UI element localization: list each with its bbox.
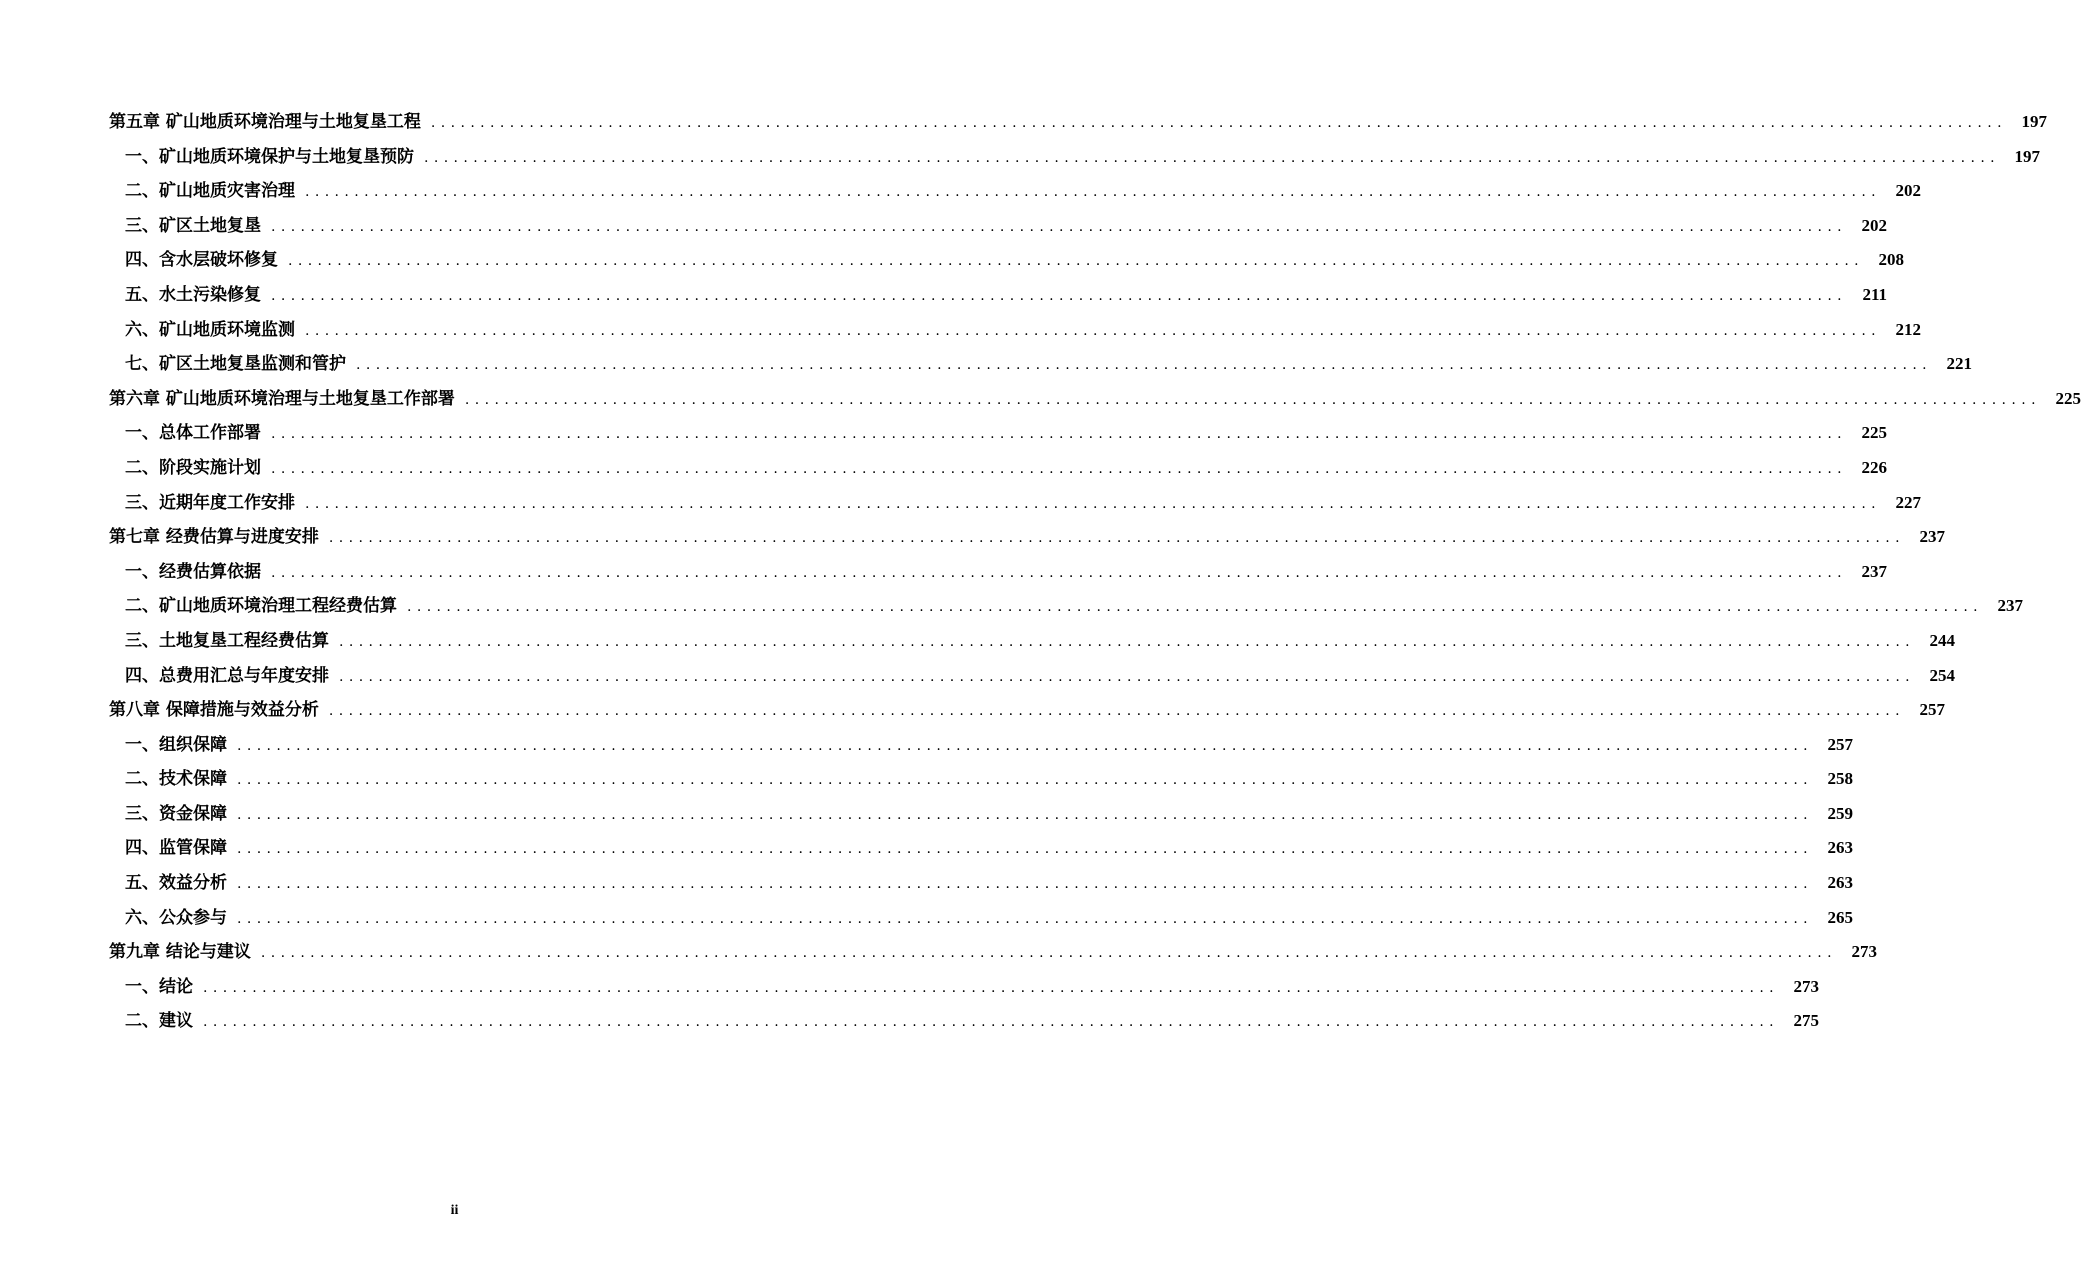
toc-dot-leader: ................................................................................................................................................................: [288, 253, 1865, 270]
toc-dot-leader: ................................................................................................................................................................: [305, 184, 1882, 201]
toc-entry-page-number: 212: [1895, 319, 1922, 339]
toc-entry-title: 一、矿山地质环境保护与土地复垦预防: [125, 146, 414, 167]
toc-entry-page-number: 258: [1827, 769, 1854, 789]
toc-dot-leader: ................................................................................................................................................................: [464, 391, 2041, 408]
toc-section-entry[interactable]: [109, 313, 1922, 348]
toc-dot-leader: ................................................................................................................................................................: [203, 1014, 1780, 1031]
toc-chapter-entry[interactable]: [109, 105, 2047, 140]
toc-entry-page-number: 237: [1861, 561, 1888, 581]
toc-entry-title: 第八章 保障措施与效益分析: [109, 700, 319, 721]
toc-section-entry[interactable]: [109, 347, 1973, 382]
toc-entry-title: 二、技术保障: [125, 769, 227, 790]
toc-entry-page-number: 254: [1929, 665, 1956, 685]
toc-section-entry[interactable]: [109, 589, 2024, 624]
toc-dot-leader: ................................................................................................................................................................: [237, 806, 1814, 823]
toc-section-entry[interactable]: [109, 901, 1854, 936]
toc-dot-leader: ................................................................................................................................................................: [203, 979, 1780, 996]
toc-entry-page-number: 202: [1861, 215, 1888, 235]
toc-dot-leader: ................................................................................................................................................................: [328, 530, 1905, 547]
toc-entry-page-number: 263: [1827, 838, 1854, 858]
toc-entry-title: 二、阶段实施计划: [125, 457, 261, 478]
toc-entry-page-number: 221: [1946, 354, 1973, 374]
toc-entry-page-number: 225: [1861, 423, 1888, 443]
page-number: ii: [450, 1203, 459, 1218]
toc-entry-page-number: 257: [1827, 734, 1854, 754]
toc-dot-leader: ................................................................................................................................................................: [339, 668, 1916, 685]
toc-dot-leader: ................................................................................................................................................................: [237, 841, 1814, 858]
toc-entry-title: 四、总费用汇总与年度安排: [125, 665, 329, 686]
table-of-contents: [109, 105, 2081, 1039]
toc-section-entry[interactable]: [109, 278, 1888, 313]
toc-section-entry[interactable]: [109, 624, 1956, 659]
toc-entry-title: 五、效益分析: [125, 873, 227, 894]
toc-section-entry[interactable]: [109, 174, 1922, 209]
toc-section-entry[interactable]: [109, 140, 2041, 175]
toc-entry-page-number: 237: [1919, 527, 1945, 547]
toc-entry-title: 七、矿区土地复垦监测和管护: [125, 354, 346, 375]
toc-entry-title: 三、土地复垦工程经费估算: [125, 630, 329, 651]
toc-entry-title: 一、经费估算依据: [125, 561, 261, 582]
toc-dot-leader: ................................................................................................................................................................: [305, 322, 1882, 339]
toc-entry-title: 第七章 经费估算与进度安排: [109, 527, 319, 548]
toc-chapter-entry[interactable]: [109, 382, 2081, 417]
toc-section-entry[interactable]: [109, 970, 1820, 1005]
toc-dot-leader: ................................................................................................................................................................: [271, 426, 1848, 443]
toc-entry-title: 六、矿山地质环境监测: [125, 319, 295, 340]
toc-section-entry[interactable]: [109, 797, 1854, 832]
toc-entry-title: 二、矿山地质环境治理工程经费估算: [125, 596, 397, 617]
toc-section-entry[interactable]: [109, 659, 1956, 694]
toc-entry-title: 三、资金保障: [125, 803, 227, 824]
toc-entry-page-number: 259: [1827, 803, 1854, 823]
toc-dot-leader: ................................................................................................................................................................: [271, 564, 1848, 581]
toc-entry-page-number: 211: [1862, 284, 1888, 304]
toc-entry-page-number: 225: [2055, 388, 2081, 408]
toc-entry-title: 一、组织保障: [125, 734, 227, 755]
toc-chapter-entry[interactable]: [109, 520, 1945, 555]
toc-entry-title: 第六章 矿山地质环境治理与土地复垦工作部署: [109, 388, 455, 409]
toc-entry-page-number: 202: [1895, 181, 1922, 201]
toc-entry-page-number: 273: [1793, 976, 1820, 996]
toc-entry-title: 第五章 矿山地质环境治理与土地复垦工程: [109, 112, 421, 132]
toc-dot-leader: ................................................................................................................................................................: [237, 772, 1814, 789]
toc-entry-page-number: 237: [1997, 596, 2024, 616]
toc-entry-page-number: 197: [2021, 112, 2047, 131]
toc-section-entry[interactable]: [109, 728, 1854, 763]
toc-chapter-entry[interactable]: [109, 693, 1945, 728]
toc-entry-title: 三、近期年度工作安排: [125, 492, 295, 513]
toc-entry-page-number: 244: [1929, 630, 1956, 650]
toc-dot-leader: ................................................................................................................................................................: [430, 115, 2007, 131]
toc-chapter-entry[interactable]: [109, 935, 1877, 970]
toc-entry-page-number: 208: [1878, 250, 1905, 270]
toc-section-entry[interactable]: [109, 451, 1888, 486]
toc-entry-page-number: 257: [1919, 700, 1945, 720]
toc-entry-page-number: 273: [1851, 942, 1877, 962]
toc-dot-leader: ................................................................................................................................................................: [271, 460, 1848, 477]
toc-section-entry[interactable]: [109, 416, 1888, 451]
toc-entry-title: 一、结论: [125, 976, 193, 997]
toc-entry-page-number: 197: [2014, 146, 2041, 166]
toc-section-entry[interactable]: [109, 555, 1888, 590]
toc-entry-title: 三、矿区土地复垦: [125, 215, 261, 236]
toc-dot-leader: ................................................................................................................................................................: [271, 218, 1848, 235]
toc-section-entry[interactable]: [109, 866, 1854, 901]
toc-entry-title: 二、建议: [125, 1011, 193, 1032]
toc-dot-leader: ................................................................................................................................................................: [271, 287, 1848, 304]
toc-section-entry[interactable]: [109, 486, 1922, 521]
toc-dot-leader: ................................................................................................................................................................: [237, 876, 1814, 893]
toc-dot-leader: ................................................................................................................................................................: [339, 633, 1916, 650]
toc-entry-title: 四、监管保障: [125, 838, 227, 859]
toc-dot-leader: ................................................................................................................................................................: [356, 357, 1933, 374]
toc-entry-title: 四、含水层破坏修复: [125, 250, 278, 271]
toc-entry-title: 二、矿山地质灾害治理: [125, 181, 295, 202]
toc-section-entry[interactable]: [109, 243, 1905, 278]
toc-entry-page-number: 265: [1827, 907, 1854, 927]
toc-dot-leader: ................................................................................................................................................................: [328, 703, 1905, 720]
toc-dot-leader: ................................................................................................................................................................: [305, 495, 1882, 512]
toc-section-entry[interactable]: [109, 762, 1854, 797]
toc-entry-page-number: 263: [1827, 873, 1854, 893]
toc-entry-title: 第九章 结论与建议: [109, 942, 251, 963]
toc-dot-leader: ................................................................................................................................................................: [424, 149, 2001, 166]
toc-entry-title: 六、公众参与: [125, 907, 227, 928]
toc-dot-leader: ................................................................................................................................................................: [237, 910, 1814, 927]
toc-entry-title: 一、总体工作部署: [125, 423, 261, 444]
toc-entry-page-number: 227: [1895, 492, 1922, 512]
toc-section-entry[interactable]: [109, 209, 1888, 244]
toc-section-entry[interactable]: [109, 1004, 1820, 1039]
toc-entry-title: 五、水土污染修复: [125, 284, 261, 305]
toc-dot-leader: ................................................................................................................................................................: [237, 737, 1814, 754]
toc-entry-page-number: 275: [1793, 1011, 1820, 1031]
toc-dot-leader: ................................................................................................................................................................: [260, 945, 1837, 962]
toc-section-entry[interactable]: [109, 831, 1854, 866]
toc-dot-leader: ................................................................................................................................................................: [407, 599, 1984, 616]
toc-entry-page-number: 226: [1861, 457, 1888, 477]
